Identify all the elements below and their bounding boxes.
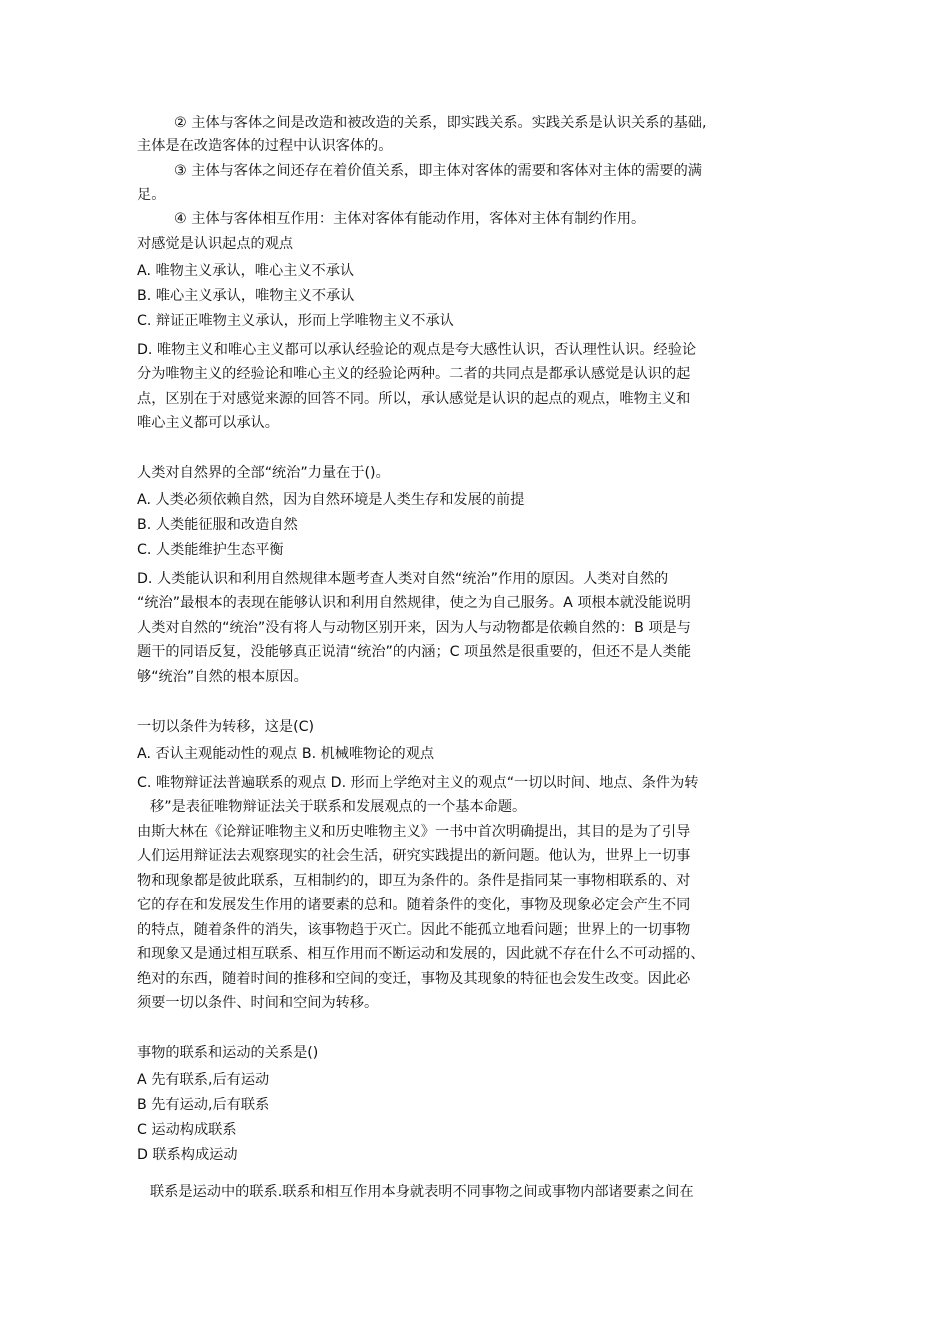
text-line: 分为唯物主义的经验论和唯心主义的经验论两种。二者的共同点是都承认感觉是认识的起: [137, 366, 691, 382]
option-line: C. 人类能维护生态平衡: [137, 542, 284, 558]
option-line: A. 否认主观能动性的观点 B. 机械唯物论的观点: [137, 746, 435, 762]
option-line: B. 人类能征服和改造自然: [137, 517, 298, 533]
text-line: 够“统治”自然的根本原因。: [137, 669, 308, 685]
text-line: “统治”最根本的表现在能够认识和利用自然规律，使之为自己服务。A 项根本就没能说明: [137, 595, 691, 611]
option-line: C 运动构成联系: [137, 1122, 237, 1138]
question-title: 事物的联系和运动的关系是(): [137, 1045, 319, 1061]
text-line: 人类对自然的“统治”没有将人与动物区别开来，因为人与动物都是依赖自然的：B 项是与: [137, 620, 691, 636]
option-line: A 先有联系,后有运动: [137, 1072, 270, 1088]
text-line: 绝对的东西，随着时间的推移和空间的变迁，事物及其现象的特征也会发生改变。因此必: [137, 971, 691, 987]
text-line: 物和现象都是彼此联系，互相制约的，即互为条件的。条件是指同某一事物相联系的、对: [137, 873, 691, 889]
option-line: D. 人类能认识和利用自然规律本题考查人类对自然“统治”作用的原因。人类对自然的: [137, 571, 669, 587]
text-line: 的特点，随着条件的消失，该事物趋于灭亡。因此不能孤立地看问题；世界上的一切事物: [137, 922, 691, 938]
text-line: 足。: [137, 187, 166, 203]
option-line: D 联系构成运动: [137, 1147, 238, 1163]
question-title: 一切以条件为转移，这是(C): [137, 719, 315, 735]
option-line: A. 唯物主义承认，唯心主义不承认: [137, 263, 355, 279]
text-line: ③ 主体与客体之间还存在着价值关系，即主体对客体的需要和客体对主体的需要的满: [174, 163, 702, 179]
text-line: 它的存在和发展发生作用的诸要素的总和。随着条件的变化，事物及现象必定会产生不同: [137, 897, 691, 913]
option-line: B. 唯心主义承认，唯物主义不承认: [137, 288, 355, 304]
text-line: 点，区别在于对感觉来源的回答不同。所以，承认感觉是认识的起点的观点，唯物主义和: [137, 391, 691, 407]
option-line: A. 人类必须依赖自然，因为自然环境是人类生存和发展的前提: [137, 492, 525, 508]
option-line: C. 唯物辩证法普遍联系的观点 D. 形而上学绝对主义的观点“一切以时间、地点、条件为转: [137, 775, 699, 791]
option-line: D. 唯物主义和唯心主义都可以承认经验论的观点是夸大感性认识，否认理性认识。经验论: [137, 342, 697, 358]
option-line: B 先有运动,后有联系: [137, 1097, 270, 1113]
text-line: 联系是运动中的联系.联系和相互作用本身就表明不同事物之间或事物内部诸要素之间在: [150, 1184, 694, 1200]
text-line: 唯心主义都可以承认。: [137, 415, 279, 431]
text-line: 移”是表征唯物辩证法关于联系和发展观点的一个基本命题。: [150, 799, 527, 815]
text-line: 和现象又是通过相互联系、相互作用而不断运动和发展的，因此就不存在什么不可动摇的、: [137, 946, 705, 962]
text-line: 须要一切以条件、时间和空间为转移。: [137, 995, 379, 1011]
question-title: 人类对自然界的全部“统治”力量在于()。: [137, 465, 390, 481]
option-line: C. 辩证正唯物主义承认，形而上学唯物主义不承认: [137, 313, 454, 329]
question-title: 对感觉是认识起点的观点: [137, 236, 294, 252]
text-line: 人们运用辩证法去观察现实的社会生活，研究实践提出的新问题。他认为，世界上一切事: [137, 848, 691, 864]
text-line: 题干的同语反复，没能够真正说清“统治”的内涵；C 项虽然是很重要的，但还不是人类能: [137, 644, 692, 660]
text-line: 由斯大林在《论辩证唯物主义和历史唯物主义》一书中首次明确提出，其目的是为了引导: [137, 824, 691, 840]
text-line: 主体是在改造客体的过程中认识客体的。: [137, 138, 393, 154]
text-line: ④ 主体与客体相互作用：主体对客体有能动作用，客体对主体有制约作用。: [174, 211, 646, 227]
text-line: ② 主体与客体之间是改造和被改造的关系，即实践关系。实践关系是认识关系的基础,: [174, 115, 707, 131]
